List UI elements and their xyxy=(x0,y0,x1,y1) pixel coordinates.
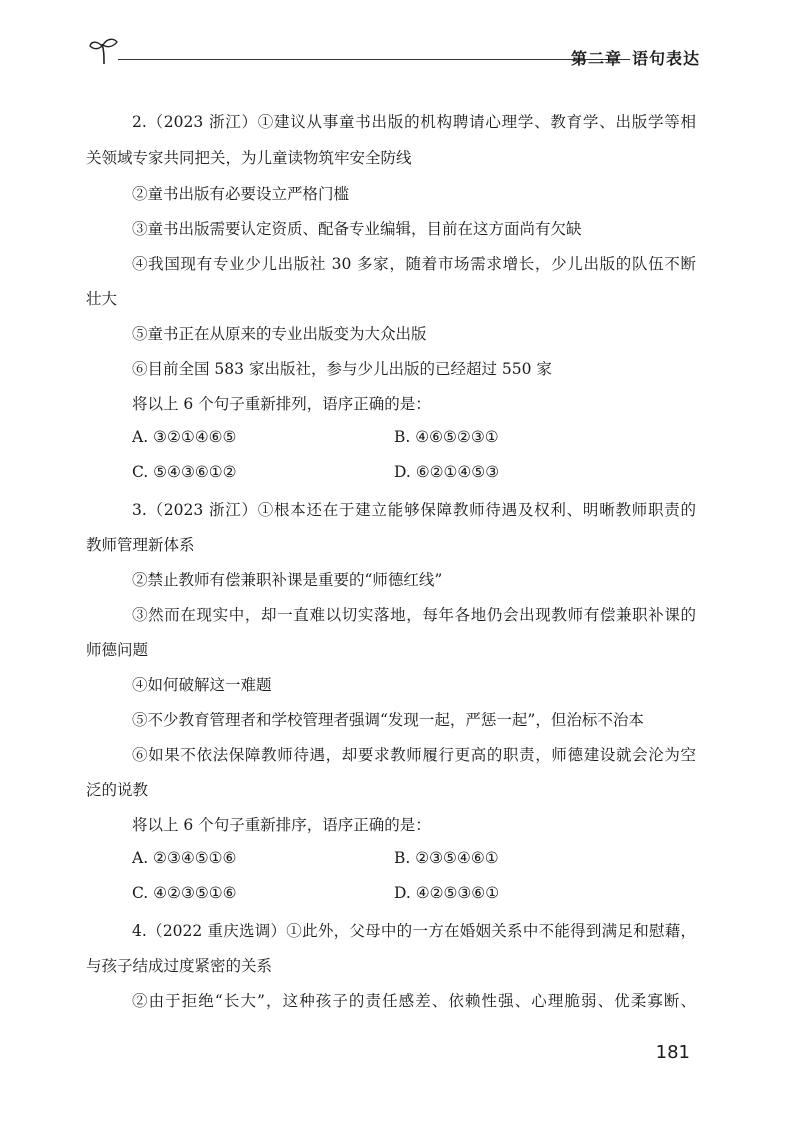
q3-sentence-4: ④如何破解这一难题 xyxy=(132,676,272,694)
chapter-number: 第二章 xyxy=(570,49,622,68)
q4-sentence-2: ②由于拒绝“长大”，这种孩子的责任感差、依赖性强、心理脆弱、优柔寡断、 xyxy=(132,992,696,1010)
q3-prompt: 将以上 6 个句子重新排序，语序正确的是： xyxy=(132,816,431,834)
q2-option-a[interactable]: A. ③②①④⑥⑤ xyxy=(132,428,237,446)
q2-sentence-2: ②童书出版有必要设立严格门槛 xyxy=(132,185,350,203)
q3-sentence-5: ⑤不少教育管理者和学校管理者强调“发现一起，严惩一起”，但治标不治本 xyxy=(132,711,644,729)
page-number: 181 xyxy=(655,1042,690,1063)
chapter-title xyxy=(571,46,700,69)
q2-option-c[interactable]: C. ⑤④③⑥①② xyxy=(132,463,237,481)
page-header xyxy=(88,32,700,72)
sprout-icon xyxy=(88,36,122,66)
q3-sentence-3-cont: 师德问题 xyxy=(86,641,149,659)
q2-prompt: 将以上 6 个句子重新排列，语序正确的是： xyxy=(132,395,431,413)
q3-stem: 3.（2023 浙江）①根本还在于建立能够保障教师待遇及权利、明晰教师职责的 xyxy=(132,501,696,519)
q3-sentence-6: ⑥如果不依法保障教师待遇，却要求教师履行更高的职责，师德建设就会沦为空 xyxy=(132,746,696,764)
q3-option-c[interactable]: C. ④②③⑤①⑥ xyxy=(132,884,237,902)
q2-sentence-6: ⑥目前全国 583 家出版社，参与少儿出版的已经超过 550 家 xyxy=(132,360,552,378)
q2-stem: 2.（2023 浙江）①建议从事童书出版的机构聘请心理学、教育学、出版学等相 xyxy=(132,113,696,131)
q2-option-b[interactable]: B. ④⑥⑤②③① xyxy=(394,428,499,446)
q2-sentence-4: ④我国现有专业少儿出版社 30 多家，随着市场需求增长，少儿出版的队伍不断 xyxy=(132,255,696,273)
q2-sentence-3: ③童书出版需要认定资质、配备专业编辑，目前在这方面尚有欠缺 xyxy=(132,220,582,238)
q4-stem-cont: 与孩子结成过度紧密的关系 xyxy=(86,957,273,975)
q3-sentence-6-cont: 泛的说教 xyxy=(86,781,149,799)
q3-option-d[interactable]: D. ④②⑤③⑥① xyxy=(394,884,500,902)
q3-option-a[interactable]: A. ②③④⑤①⑥ xyxy=(132,849,237,867)
q3-sentence-3: ③然而在现实中，却一直难以切实落地，每年各地仍会出现教师有偿兼职补课的 xyxy=(132,606,696,624)
q3-option-b[interactable]: B. ②③⑤④⑥① xyxy=(394,849,499,867)
q4-stem: 4.（2022 重庆选调）①此外，父母中的一方在婚姻关系中不能得到满足和慰藉， xyxy=(132,922,696,940)
header-rule xyxy=(118,59,630,60)
q2-option-d[interactable]: D. ⑥②①④⑤③ xyxy=(394,463,500,481)
q2-stem-cont: 关领域专家共同把关，为儿童读物筑牢安全防线 xyxy=(86,149,412,167)
q2-sentence-5: ⑤童书正在从原来的专业出版变为大众出版 xyxy=(132,325,427,343)
q3-stem-cont: 教师管理新体系 xyxy=(86,536,195,554)
section-name: 语句表达 xyxy=(631,49,700,68)
q3-sentence-2: ②禁止教师有偿兼职补课是重要的“师德红线” xyxy=(132,571,443,589)
q2-sentence-4-cont: 壮大 xyxy=(86,290,118,308)
